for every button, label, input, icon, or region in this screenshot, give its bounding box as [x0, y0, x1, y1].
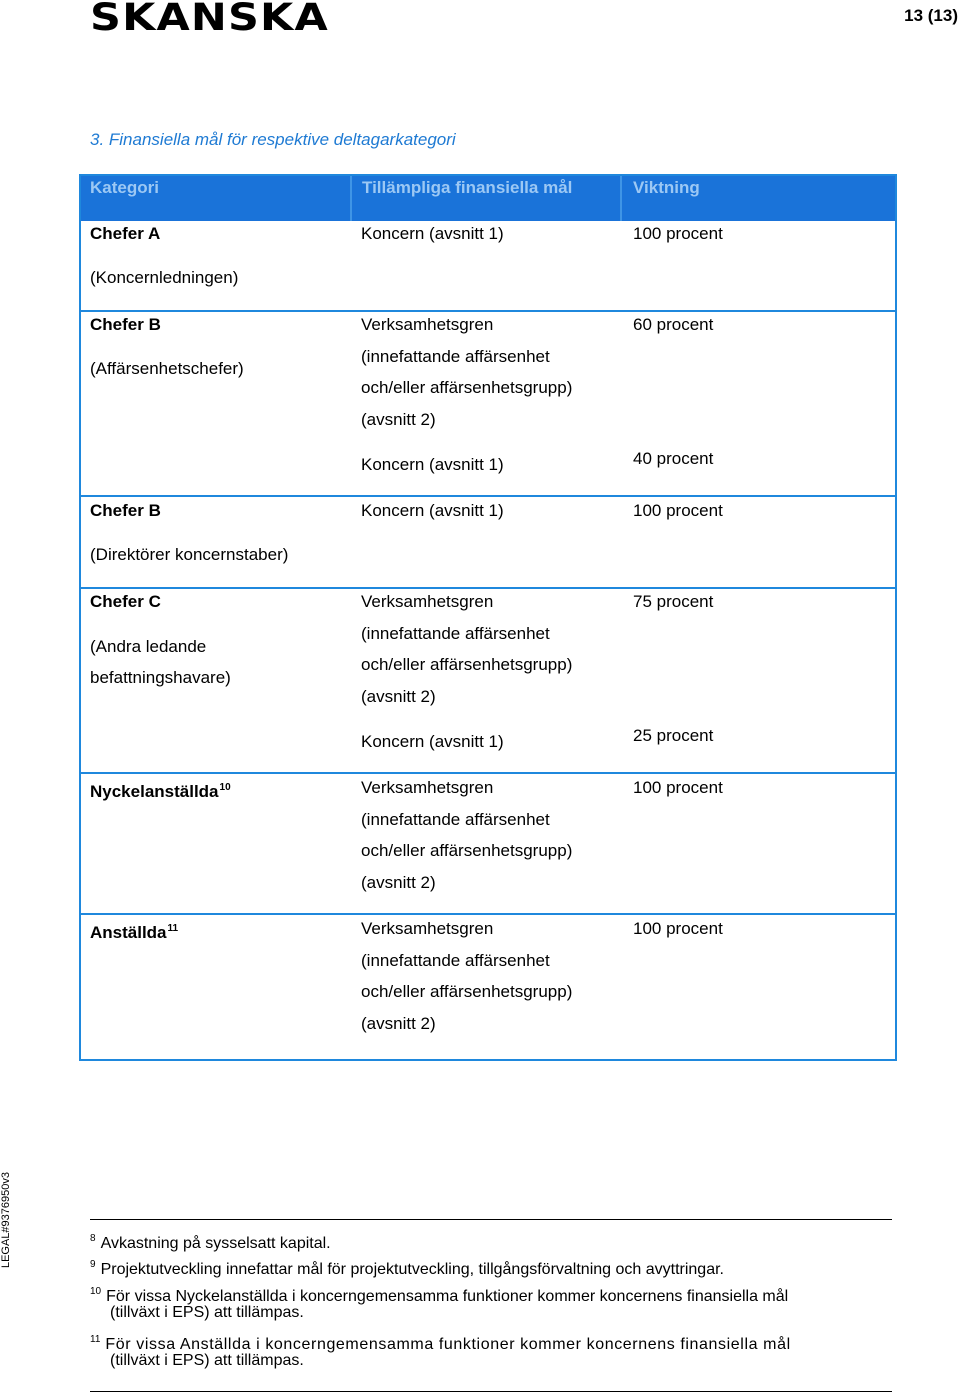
row4-goal2: Koncern (avsnitt 1) — [361, 732, 504, 751]
header-divider — [350, 176, 352, 221]
footnote-10-cont: (tillväxt i EPS) att tillämpas. — [110, 1304, 304, 1321]
footnote-8: $^8$ Avkastning på sysselsatt kapital. — [90, 1233, 331, 1252]
row5-goal-line: (innefattande affärsenhet — [361, 810, 550, 829]
row2-goal-line: och/eller affärsenhetsgrupp) — [361, 378, 573, 397]
row3-weight: 100 procent — [633, 501, 723, 520]
row2-goal-line: Verksamhetsgren — [361, 315, 494, 334]
row4-goal-line: (innefattande affärsenhet — [361, 624, 550, 643]
row2-subcategory: (Affärsenhetschefer) — [90, 359, 244, 378]
row5-category: Nyckelanställda$^{10}$ — [90, 782, 231, 801]
row6-goal-line: (avsnitt 2) — [361, 1014, 436, 1033]
row-divider — [81, 913, 895, 915]
side-reference: LEGAL#9376950v3 — [0, 1172, 12, 1269]
footnote-separator — [90, 1219, 892, 1220]
footnote-9: $^9$ Projektutveckling innefattar mål för projektutveckling, tillgångsförvaltning och avyttringar. — [90, 1259, 724, 1278]
section-title: 3. Finansiella mål för respektive deltagarkategori — [90, 130, 456, 149]
page-number: 13 (13) — [904, 6, 958, 25]
footnote-10: $^{10}$ För vissa Nyckelanställda i koncerngemensamma funktioner kommer koncernens finansiella mål — [90, 1286, 789, 1305]
row4-subcategory-line: befattningshavare) — [90, 668, 231, 687]
row2-weight2: 40 procent — [633, 449, 714, 468]
row4-category: Chefer C — [90, 592, 161, 611]
row4-subcategory-line: (Andra ledande — [90, 637, 207, 656]
skanska-logo: SKANSKA — [90, 0, 329, 39]
row4-goal-line: Verksamhetsgren — [361, 592, 494, 611]
row4-goal-line: (avsnitt 2) — [361, 687, 436, 706]
row6-category: Anställda$^{11}$ — [90, 923, 179, 942]
row5-goal-line: Verksamhetsgren — [361, 778, 494, 797]
header-weight: Viktning — [633, 178, 700, 197]
footnote-11-cont: (tillväxt i EPS) att tillämpas. — [110, 1352, 304, 1369]
row6-goal-line: (innefattande affärsenhet — [361, 951, 550, 970]
row4-weight2: 25 procent — [633, 726, 714, 745]
row1-goal: Koncern (avsnitt 1) — [361, 224, 504, 243]
row-divider — [81, 495, 895, 497]
header-kategori: Kategori — [90, 178, 159, 197]
row5-goal-line: och/eller affärsenhetsgrupp) — [361, 841, 573, 860]
row1-subcategory: (Koncernledningen) — [90, 268, 239, 287]
row2-category: Chefer B — [90, 315, 161, 334]
row-divider — [81, 772, 895, 774]
row4-weight1: 75 procent — [633, 592, 714, 611]
row3-category: Chefer B — [90, 501, 161, 520]
row2-goal-line: (avsnitt 2) — [361, 410, 436, 429]
row1-weight: 100 procent — [633, 224, 723, 243]
row6-goal-line: Verksamhetsgren — [361, 919, 494, 938]
row3-goal: Koncern (avsnitt 1) — [361, 501, 504, 520]
row-divider — [81, 310, 895, 312]
row3-subcategory: (Direktörer koncernstaber) — [90, 545, 289, 564]
row2-goal2: Koncern (avsnitt 1) — [361, 455, 504, 474]
header-divider — [620, 176, 622, 221]
header-goals: Tillämpliga finansiella mål — [362, 178, 573, 197]
row1-category: Chefer A — [90, 224, 161, 243]
row6-goal-line: och/eller affärsenhetsgrupp) — [361, 982, 573, 1001]
row6-weight: 100 procent — [633, 919, 723, 938]
row2-goal-line: (innefattande affärsenhet — [361, 347, 550, 366]
footnote-11: $^{11}$ För vissa Anställda i koncerngemensamma funktioner kommer koncernens finansiella mål — [90, 1334, 791, 1353]
row4-goal-line: och/eller affärsenhetsgrupp) — [361, 655, 573, 674]
row5-goal-line: (avsnitt 2) — [361, 873, 436, 892]
bottom-rule — [90, 1391, 892, 1392]
row2-weight1: 60 procent — [633, 315, 714, 334]
row-divider — [81, 587, 895, 589]
row5-weight: 100 procent — [633, 778, 723, 797]
